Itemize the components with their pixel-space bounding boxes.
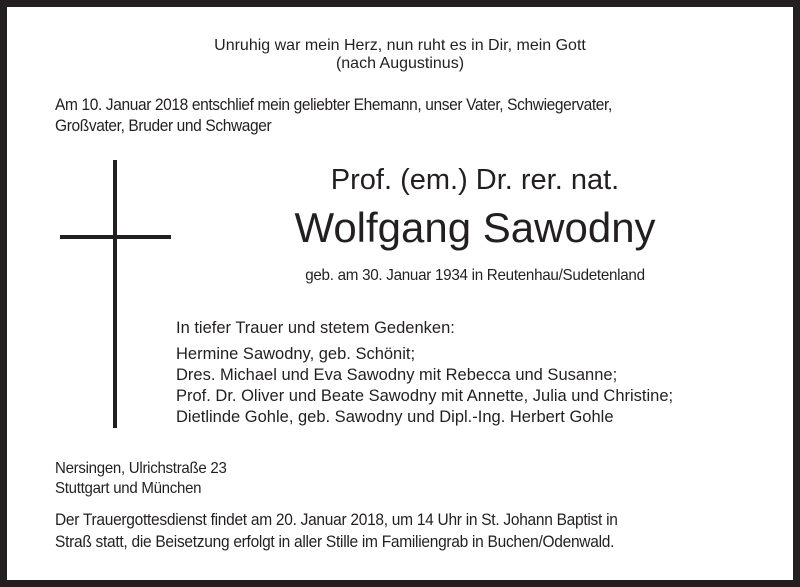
intro-line-1: Am 10. Januar 2018 entschlief mein geliebter Ehemann, unser Vater, Schwiegervater, xyxy=(55,96,612,114)
service-line-2: Straß statt, die Beisetzung erfolgt in aller Stille im Familiengrab in Buchen/Odenwald. xyxy=(55,533,615,551)
intro-line-2: Großvater, Bruder und Schwager xyxy=(55,117,272,135)
cross-vertical-bar xyxy=(113,160,117,428)
mourner-line: Hermine Sawodny, geb. Schönit; xyxy=(176,345,416,363)
mourner-line: Dietlinde Gohle, geb. Sawodny und Dipl.-Ing. Herbert Gohle xyxy=(176,408,614,426)
mourner-line: Dres. Michael und Eva Sawodny mit Rebecca und Susanne; xyxy=(176,366,618,384)
academic-title: Prof. (em.) Dr. rer. nat. xyxy=(330,164,620,196)
mourner-line: Prof. Dr. Oliver und Beate Sawodny mit Annette, Julia und Christine; xyxy=(176,387,674,405)
cross-horizontal-bar xyxy=(60,235,171,239)
birth-info: geb. am 30. Januar 1934 in Reutenhau/Sudetenland xyxy=(305,267,645,284)
motto-line-1: Unruhig war mein Herz, nun ruht es in Dir, mein Gott xyxy=(214,37,586,54)
deceased-name: Wolfgang Sawodny xyxy=(294,204,656,251)
service-line-1: Der Trauergottesdienst findet am 20. Januar 2018, um 14 Uhr in St. Johann Baptist in xyxy=(55,511,618,529)
address-line-2: Stuttgart und München xyxy=(55,480,202,497)
mourners-heading: In tiefer Trauer und stetem Gedenken: xyxy=(176,319,455,337)
motto-line-2: (nach Augustinus) xyxy=(335,55,465,72)
address-line-1: Nersingen, Ulrichstraße 23 xyxy=(55,460,227,477)
